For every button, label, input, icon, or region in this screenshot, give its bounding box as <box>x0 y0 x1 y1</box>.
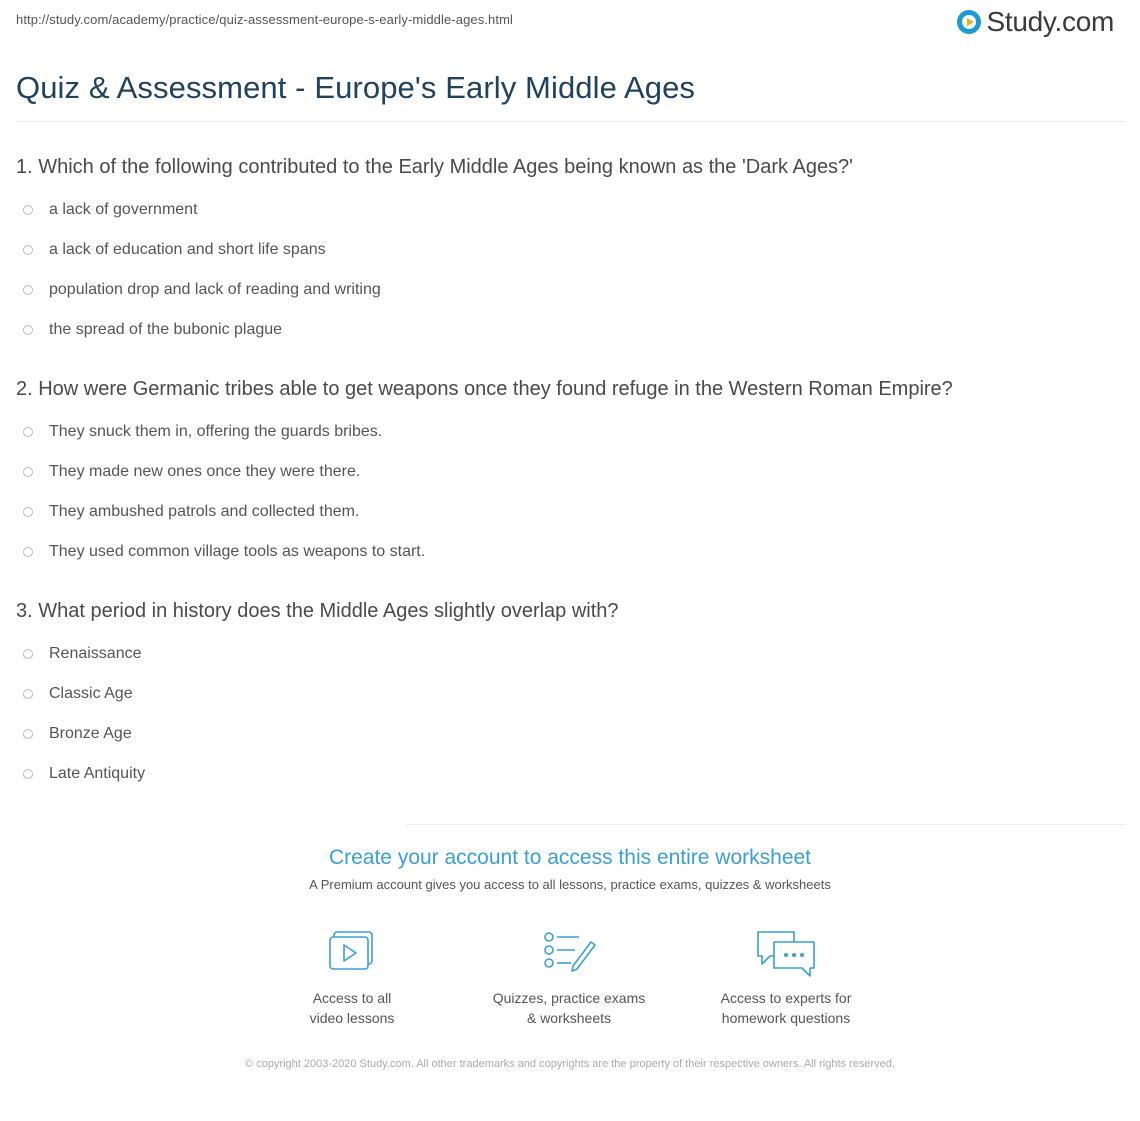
answer-option[interactable] <box>16 754 1126 794</box>
study-logo-icon <box>957 10 981 34</box>
answer-option[interactable] <box>16 310 1126 350</box>
option-label: They used common village tools as weapons to start. <box>49 543 426 560</box>
answer-option[interactable] <box>16 674 1126 714</box>
quiz-checklist-icon <box>539 928 599 978</box>
copyright-notice: © copyright 2003-2020 Study.com. All other trademarks and copyrights are the property of their respective owners. All rights reserved. <box>245 1058 895 1070</box>
question-text: 2. How were Germanic tribes able to get weapons once they found refuge in the Western Roman Empire? <box>16 378 953 400</box>
radio-button[interactable] <box>23 547 33 557</box>
radio-button[interactable] <box>23 649 33 659</box>
radio-button[interactable] <box>23 245 33 255</box>
cta-subtitle: A Premium account gives you access to all lessons, practice exams, quizzes & worksheets <box>309 877 831 892</box>
answer-option[interactable] <box>16 190 1126 230</box>
answer-option[interactable] <box>16 634 1126 674</box>
option-label: the spread of the bubonic plague <box>49 321 283 338</box>
feature-experts <box>686 928 886 1028</box>
option-label: They made new ones once they were there. <box>49 463 361 480</box>
option-label: a lack of government <box>49 201 198 218</box>
option-label: a lack of education and short life spans <box>49 241 326 258</box>
cta-link[interactable]: Create your account to access this entire worksheet <box>328 846 812 869</box>
feature-label: Access to all <box>312 990 392 1006</box>
feature-label: Access to experts for <box>720 990 852 1006</box>
radio-button[interactable] <box>23 689 33 699</box>
divider <box>16 121 1126 122</box>
option-label: Late Antiquity <box>49 765 146 782</box>
question-2 <box>16 376 1126 572</box>
radio-button[interactable] <box>23 769 33 779</box>
question-text: 3. What period in history does the Middle Ages slightly overlap with? <box>16 600 619 622</box>
feature-quizzes <box>469 928 669 1028</box>
answer-option[interactable] <box>16 532 1126 572</box>
feature-label: & worksheets <box>526 1010 612 1026</box>
answer-option[interactable] <box>16 230 1126 270</box>
radio-button[interactable] <box>23 285 33 295</box>
feature-label: video lessons <box>309 1010 395 1026</box>
option-label: population drop and lack of reading and writing <box>49 281 381 298</box>
study-logo[interactable] <box>957 6 1115 38</box>
chat-bubbles-icon <box>754 928 818 978</box>
option-label: Bronze Age <box>49 725 132 742</box>
answer-option[interactable] <box>16 492 1126 532</box>
answer-option[interactable] <box>16 452 1126 492</box>
question-1 <box>16 154 1126 350</box>
question-3 <box>16 598 1126 794</box>
feature-list <box>0 928 1140 1038</box>
feature-video-lessons <box>252 928 452 1028</box>
radio-button[interactable] <box>23 507 33 517</box>
page-url: http://study.com/academy/practice/quiz-assessment-europe-s-early-middle-ages.html <box>16 12 513 27</box>
feature-label: Quizzes, practice exams <box>492 990 646 1006</box>
question-list <box>16 154 1126 820</box>
video-lesson-icon <box>324 928 380 978</box>
feature-label: homework questions <box>721 1010 851 1026</box>
answer-option[interactable] <box>16 270 1126 310</box>
answer-option[interactable] <box>16 714 1126 754</box>
radio-button[interactable] <box>23 205 33 215</box>
divider <box>406 824 1126 825</box>
logo-text: Study.com <box>986 6 1114 37</box>
radio-button[interactable] <box>23 729 33 739</box>
answer-option[interactable] <box>16 412 1126 452</box>
option-label: Classic Age <box>49 685 133 702</box>
question-text: 1. Which of the following contributed to the Early Middle Ages being known as the 'Dark Ages?' <box>16 156 854 178</box>
option-label: Renaissance <box>49 645 142 662</box>
radio-button[interactable] <box>23 467 33 477</box>
option-label: They snuck them in, offering the guards bribes. <box>49 423 383 440</box>
page-title: Quiz & Assessment - Europe's Early Middle Ages <box>16 70 696 105</box>
radio-button[interactable] <box>23 325 33 335</box>
radio-button[interactable] <box>23 427 33 437</box>
option-label: They ambushed patrols and collected them. <box>49 503 360 520</box>
